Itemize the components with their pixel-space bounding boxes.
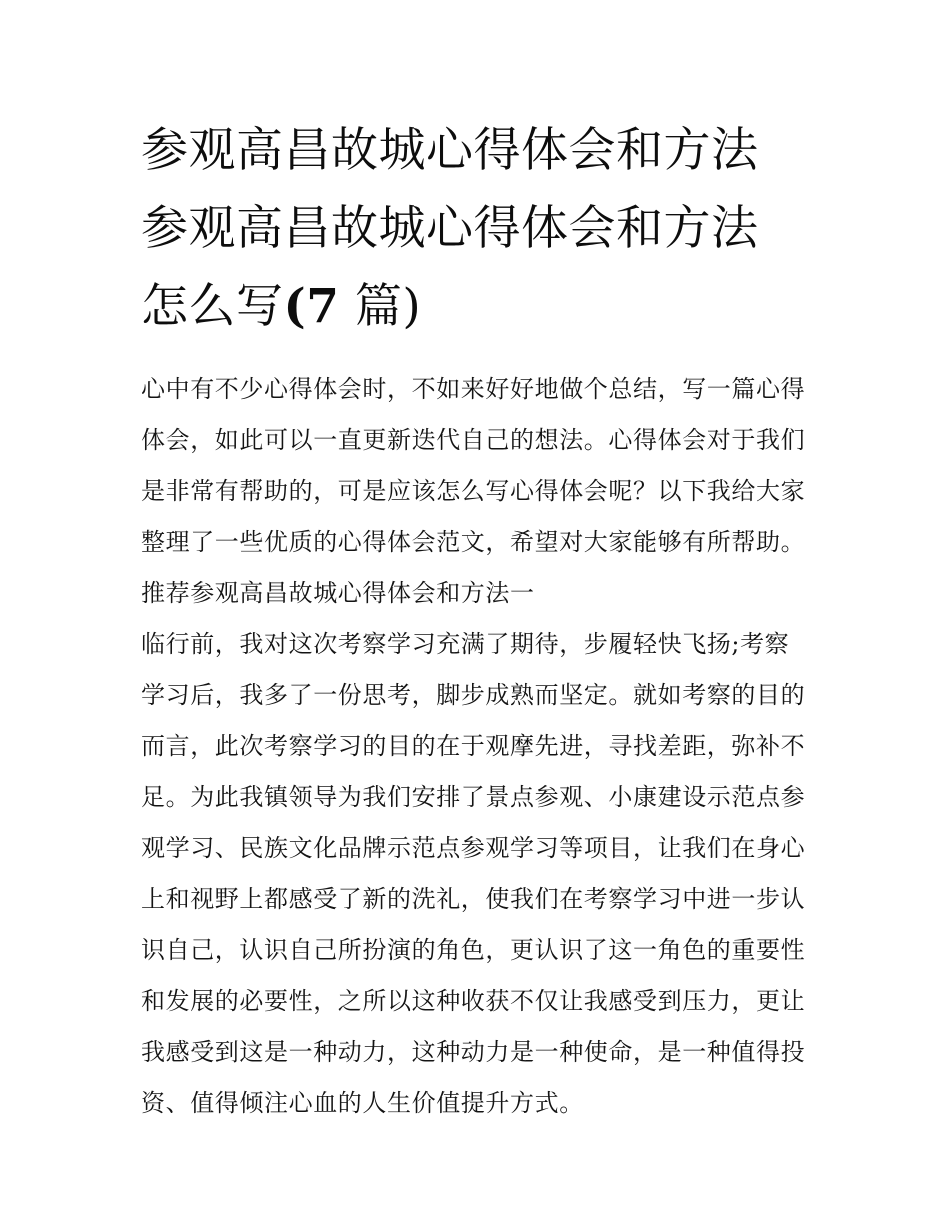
section-line: 观学习、民族文化品牌示范点参观学习等项目，让我们在身心: [141, 834, 806, 862]
document-body: [141, 364, 821, 1129]
section-line: 上和视野上都感受了新的洗礼，使我们在考察学习中进一步认: [141, 885, 806, 913]
title-line-3-prefix: 怎么写: [141, 279, 284, 334]
section-line: 临行前，我对这次考察学习充满了期待，步履轻快飞扬;考察: [141, 630, 790, 658]
section-line: 足。为此我镇领导为我们安排了景点参观、小康建设示范点参: [141, 783, 806, 811]
section-line: 识自己，认识自己所扮演的角色，更认识了这一角色的重要性: [141, 936, 806, 964]
title-line-1: 参观高昌故城心得体会和方法: [141, 123, 759, 178]
section-line: 而言，此次考察学习的目的在于观摩先进，寻找差距，弥补不: [141, 732, 806, 760]
document-title: [141, 112, 821, 346]
title-line-3: [141, 268, 821, 346]
intro-line: 是非常有帮助的，可是应该怎么写心得体会呢？以下我给大家: [141, 477, 806, 505]
section-heading: 推荐参观高昌故城心得体会和方法一: [141, 579, 535, 607]
title-line-2: 参观高昌故城心得体会和方法: [141, 201, 759, 256]
title-line-3-count: (7: [283, 279, 340, 334]
title-line-3-suffix: 篇): [354, 279, 422, 334]
intro-line: 体会，如此可以一直更新迭代自己的想法。心得体会对于我们: [141, 426, 806, 454]
section-line: 资、值得倾注心血的人生价值提升方式。: [141, 1089, 584, 1117]
intro-line: 整理了一些优质的心得体会范文，希望对大家能够有所帮助。: [141, 528, 806, 556]
section-line: 我感受到这是一种动力，这种动力是一种使命，是一种值得投: [141, 1038, 806, 1066]
intro-line: 心中有不少心得体会时，不如来好好地做个总结，写一篇心得: [141, 375, 806, 403]
document-page: [141, 112, 821, 1129]
section-line: 和发展的必要性，之所以这种收获不仅让我感受到压力，更让: [141, 987, 806, 1015]
section-line: 学习后，我多了一份思考，脚步成熟而坚定。就如考察的目的: [141, 681, 806, 709]
